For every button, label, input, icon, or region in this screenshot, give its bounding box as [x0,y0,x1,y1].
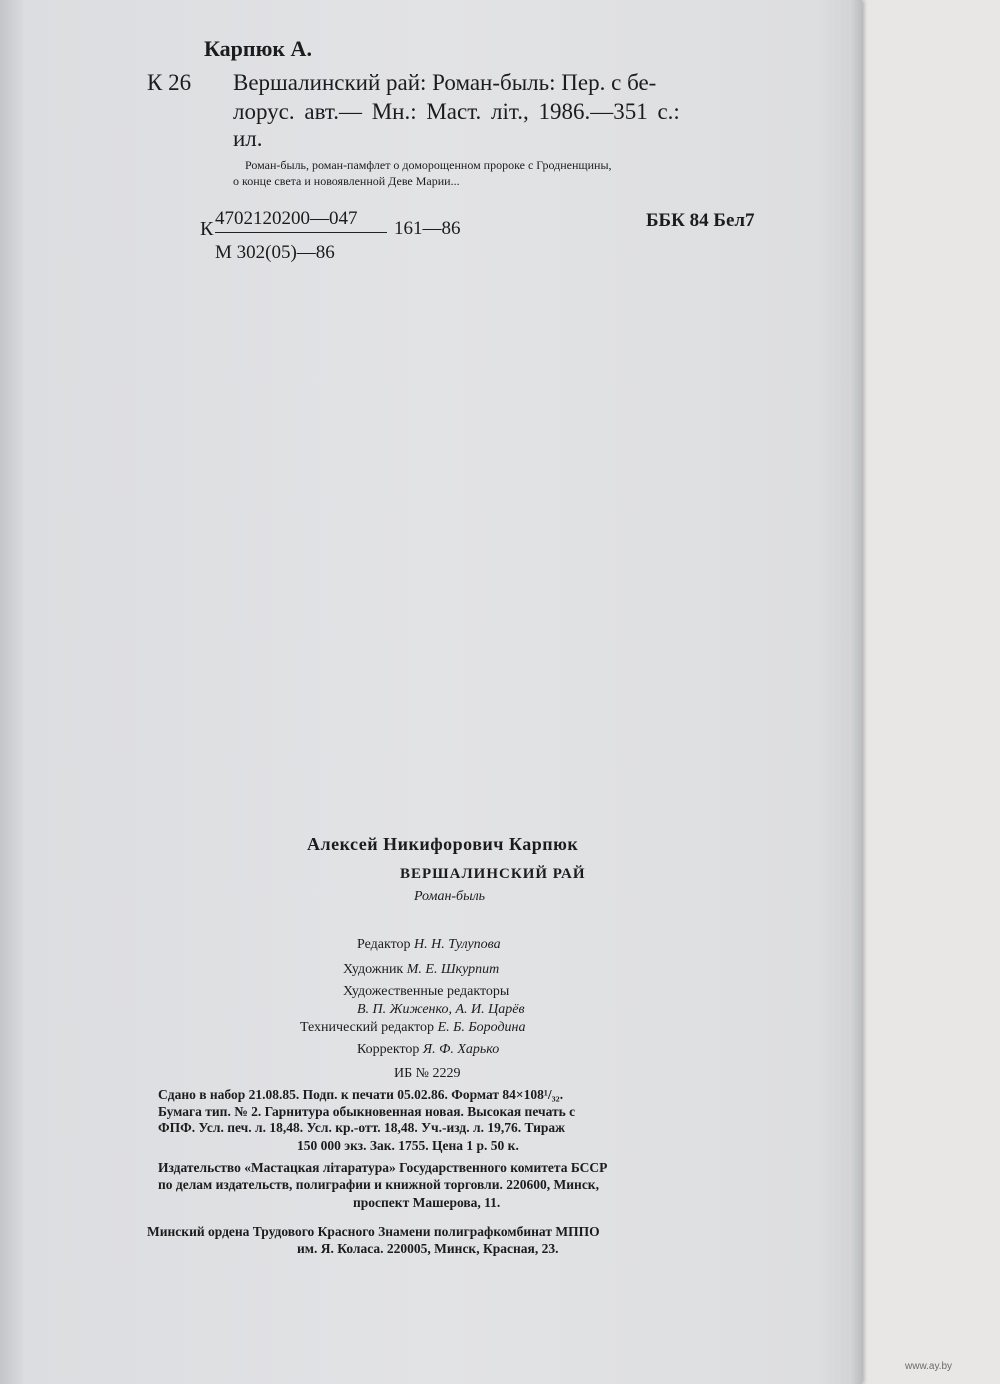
catalog-annotation-line: Роман-быль, роман-памфлет о доморощенном пророке с Гродненщины, [245,158,612,172]
credit-name: Н. Н. Тулупова [414,937,501,952]
page-inner-edge [0,0,22,1384]
credit-name: Е. Б. Бородина [437,1020,526,1035]
formula-fraction-rule [215,232,387,233]
credit-tech-editor [300,1020,525,1036]
credit-artist [343,962,499,978]
catalog-description-line: Вершалинский рай: Роман-быль: Пер. с бе- [233,70,657,95]
catalog-author: Карпюк А. [204,36,312,61]
author-full-name: Алексей Никифорович Карпюк [307,834,579,854]
formula-letter: К [200,218,214,240]
ib-number: ИБ № 2229 [394,1066,461,1081]
credit-proofreader [357,1042,499,1058]
site-watermark: www.ay.by [905,1361,953,1372]
formula-tail: 161—86 [394,218,461,239]
publisher-line: проспект Машерова, 11. [353,1195,501,1210]
credit-name: М. Е. Шкурпит [406,962,500,977]
credit-label: Технический редактор [300,1020,435,1035]
catalog-code: К 26 [147,70,192,95]
imprint-line: 150 000 экз. Зак. 1755. Цена 1 р. 50 к. [297,1138,519,1153]
catalog-description-line: лорус. авт.— Мн.: Маст. літ., 1986.—351 с.: [233,99,680,124]
credit-label: Художник [343,962,404,977]
book-subtitle: Роман-быль [414,889,486,904]
bbk-index: ББК 84 Бел7 [646,210,755,231]
imprint-line: Сдано в набор 21.08.85. Подп. к печати 05.02.86. Формат 84×108¹/₃₂. [158,1087,564,1102]
printer-line: Минский ордена Трудового Красного Знамени полиграфкомбинат МППО [147,1224,600,1239]
formula-numerator: 4702120200—047 [215,208,358,229]
credit-name: Я. Ф. Харько [422,1042,500,1057]
page-outer-edge [849,0,862,1384]
imprint-line: Бумага тип. № 2. Гарнитура обыкновенная новая. Высокая печать с [158,1104,576,1119]
catalog-annotation-line: о конце света и новоявленной Деве Марии... [233,174,460,188]
credit-art-editors-names: В. П. Жиженко, А. И. Царёв [357,1002,525,1017]
catalog-description-line: ил. [233,126,263,151]
credit-label: Корректор [357,1042,420,1057]
publisher-line: Издательство «Мастацкая літаратура» Государственного комитета БССР [158,1160,608,1175]
credit-label: Редактор [357,937,411,952]
publisher-line: по делам издательств, полиграфии и книжной торговли. 220600, Минск, [158,1177,599,1192]
printer-line: им. Я. Коласа. 220005, Минск, Красная, 23. [297,1241,559,1256]
credit-editor [357,937,501,953]
book-title: ВЕРШАЛИНСКИЙ РАЙ [400,866,586,882]
credit-art-editors-label: Художественные редакторы [343,984,510,999]
imprint-line: ФПФ. Усл. печ. л. 18,48. Усл. кр.-отт. 18,48. Уч.-изд. л. 19,76. Тираж [158,1120,565,1135]
formula-denominator: М 302(05)—86 [215,242,335,263]
